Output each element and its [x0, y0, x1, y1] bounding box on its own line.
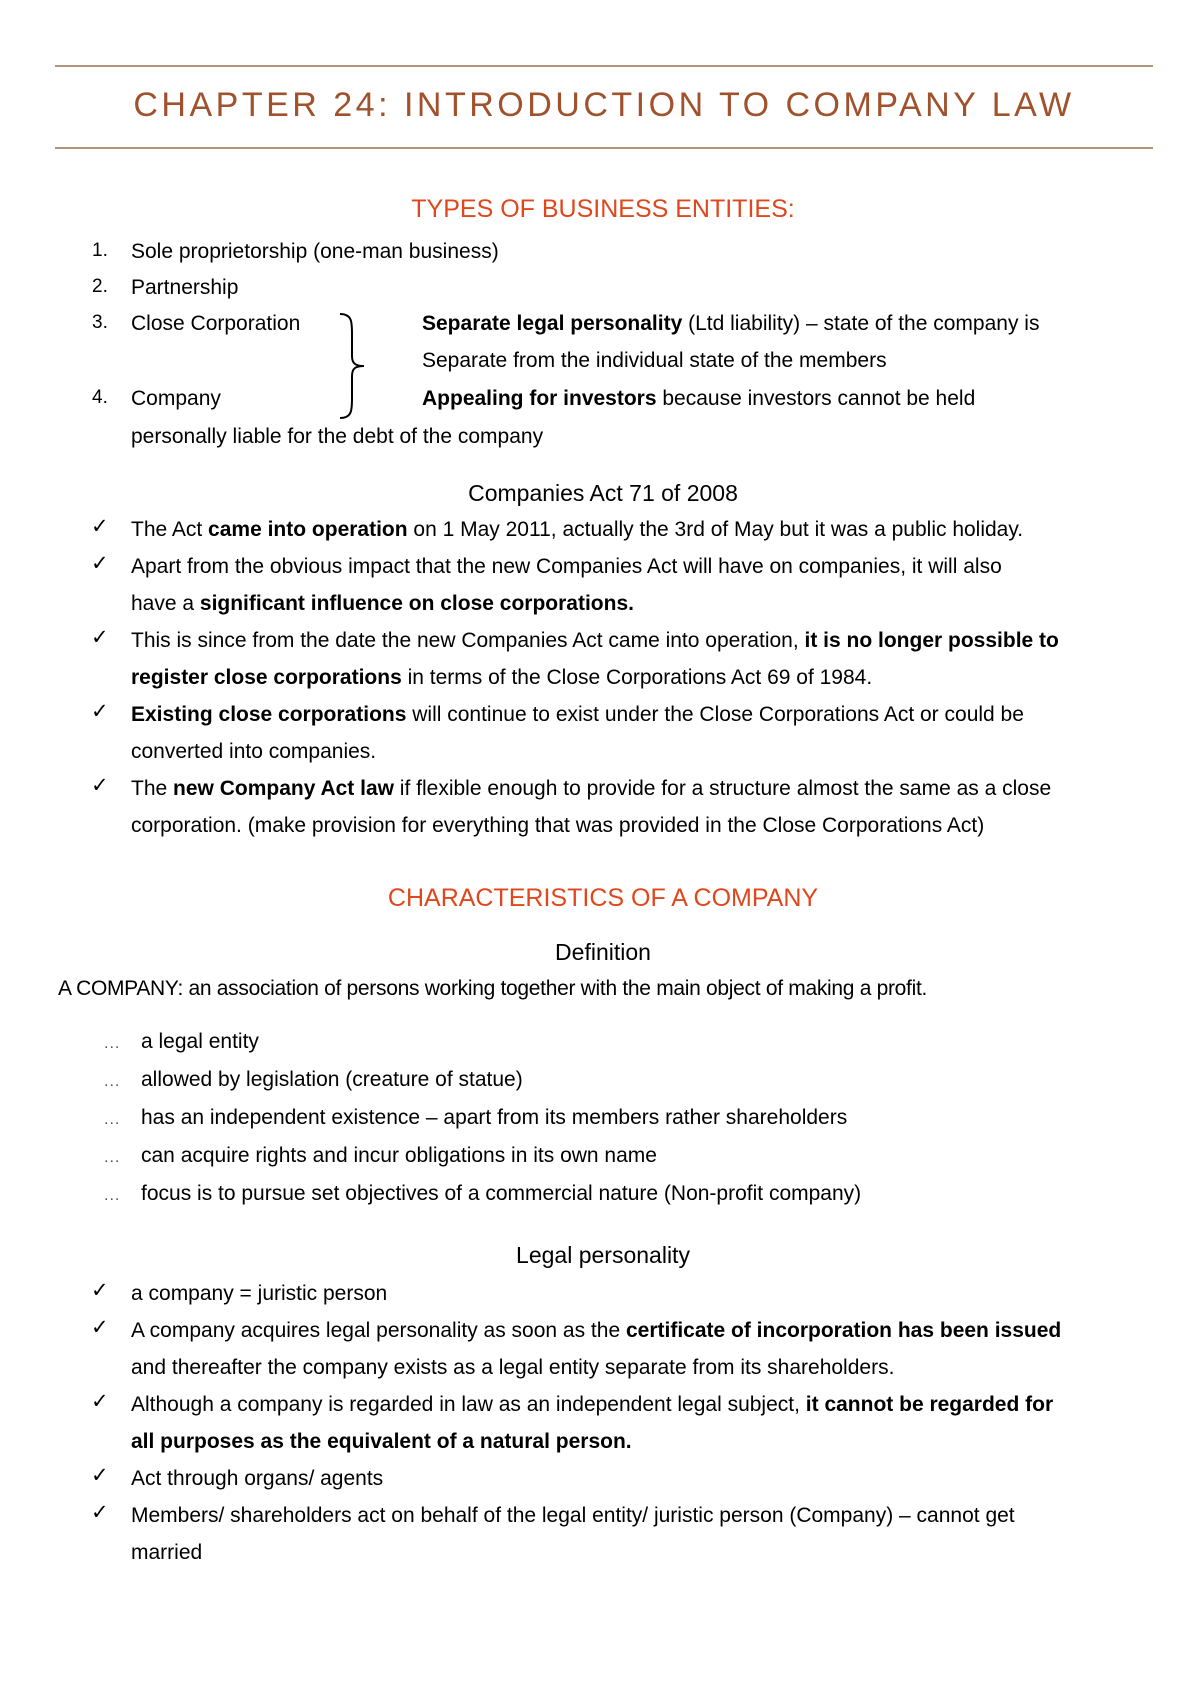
checkmark-icon: ✓ [91, 515, 109, 538]
ellipsis-bullet-icon: ... [104, 1149, 121, 1166]
checkmark-icon: ✓ [91, 700, 109, 723]
legal-bullet-5-line-2: married [131, 1541, 203, 1564]
list-number: 1. [92, 240, 108, 261]
act-bullet-4-line-2: converted into companies. [131, 740, 377, 763]
list-item: Sole proprietorship (one-man business) [131, 240, 499, 263]
brace-note-4: personally liable for the debt of the company [131, 425, 544, 448]
act-bullet-3-line-2: register close corporations in terms of the Close Corporations Act 69 of 1984. [131, 666, 873, 689]
definition-text: A COMPANY: an association of persons working together with the main object of making a profit. [58, 977, 928, 1000]
checkmark-icon: ✓ [91, 1316, 109, 1339]
act-bullet-5-line-2: corporation. (make provision for everything that was provided in the Close Corporations Act) [131, 814, 985, 837]
ellipsis-bullet-icon: ... [104, 1111, 121, 1128]
checkmark-icon: ✓ [91, 552, 109, 575]
act-bullet-3-line-1: This is since from the date the new Companies Act came into operation, it is no longer possible to [131, 629, 1059, 652]
list-number: 2. [92, 276, 108, 297]
legal-personality-heading: Legal personality [516, 1242, 690, 1268]
list-item: Close Corporation [131, 312, 301, 335]
list-item: Partnership [131, 276, 239, 299]
list-item: Company [131, 387, 221, 410]
ellipsis-bullet-icon: ... [104, 1073, 121, 1090]
legal-bullet-3-line-2: all purposes as the equivalent of a natural person. [131, 1430, 632, 1453]
legal-bullet-2-line-1: A company acquires legal personality as soon as the certificate of incorporation has been issued [131, 1319, 1062, 1342]
act-bullet-4-line-1: Existing close corporations will continue to exist under the Close Corporations Act or could be [131, 703, 1024, 726]
act-bullet-5-line-1: The new Company Act law if flexible enough to provide for a structure almost the same as a close [131, 777, 1052, 800]
act-heading: Companies Act 71 of 2008 [468, 480, 738, 506]
checkmark-icon: ✓ [91, 626, 109, 649]
legal-bullet-5-line-1: Members/ shareholders act on behalf of the legal entity/ juristic person (Company) – cannot get [131, 1504, 1015, 1527]
chapter-title: CHAPTER 24: INTRODUCTION TO COMPANY LAW [133, 86, 1075, 124]
brace-note-3: Appealing for investors because investors cannot be held [422, 387, 976, 410]
act-bullet-2-line-2: have a significant influence on close corporations. [131, 592, 634, 615]
characteristic-item: has an independent existence – apart from its members rather shareholders [141, 1106, 848, 1129]
legal-bullet-1: a company = juristic person [131, 1282, 388, 1305]
checkmark-icon: ✓ [91, 1464, 109, 1487]
brace-note-2: Separate from the individual state of the members [422, 349, 887, 372]
checkmark-icon: ✓ [91, 774, 109, 797]
legal-bullet-3-line-1: Although a company is regarded in law as an independent legal subject, it cannot be regarded for [131, 1393, 1054, 1416]
ellipsis-bullet-icon: ... [104, 1035, 121, 1052]
right-curly-brace-icon [336, 312, 376, 420]
types-heading: TYPES OF BUSINESS ENTITIES: [411, 195, 795, 223]
list-number: 3. [92, 312, 108, 333]
definition-heading: Definition [555, 939, 651, 965]
ellipsis-bullet-icon: ... [104, 1187, 121, 1204]
legal-bullet-2-line-2: and thereafter the company exists as a legal entity separate from its shareholders. [131, 1356, 895, 1379]
checkmark-icon: ✓ [91, 1501, 109, 1524]
characteristic-item: focus is to pursue set objectives of a commercial nature (Non-profit company) [141, 1182, 862, 1205]
bottom-divider [55, 147, 1153, 149]
characteristics-heading: CHARACTERISTICS OF A COMPANY [387, 884, 819, 912]
act-bullet-1: The Act came into operation on 1 May 2011, actually the 3rd of May but it was a public holiday. [131, 518, 1024, 541]
checkmark-icon: ✓ [91, 1279, 109, 1302]
characteristic-item: a legal entity [141, 1030, 259, 1053]
brace-note-1: Separate legal personality (Ltd liability) – state of the company is [422, 312, 1040, 335]
characteristic-item: can acquire rights and incur obligations in its own name [141, 1144, 657, 1167]
characteristic-item: allowed by legislation (creature of statue) [141, 1068, 523, 1091]
top-divider [55, 65, 1153, 67]
list-number: 4. [92, 387, 108, 408]
legal-bullet-4: Act through organs/ agents [131, 1467, 384, 1490]
act-bullet-2-line-1: Apart from the obvious impact that the new Companies Act will have on companies, it will also [131, 555, 1002, 578]
checkmark-icon: ✓ [91, 1390, 109, 1413]
